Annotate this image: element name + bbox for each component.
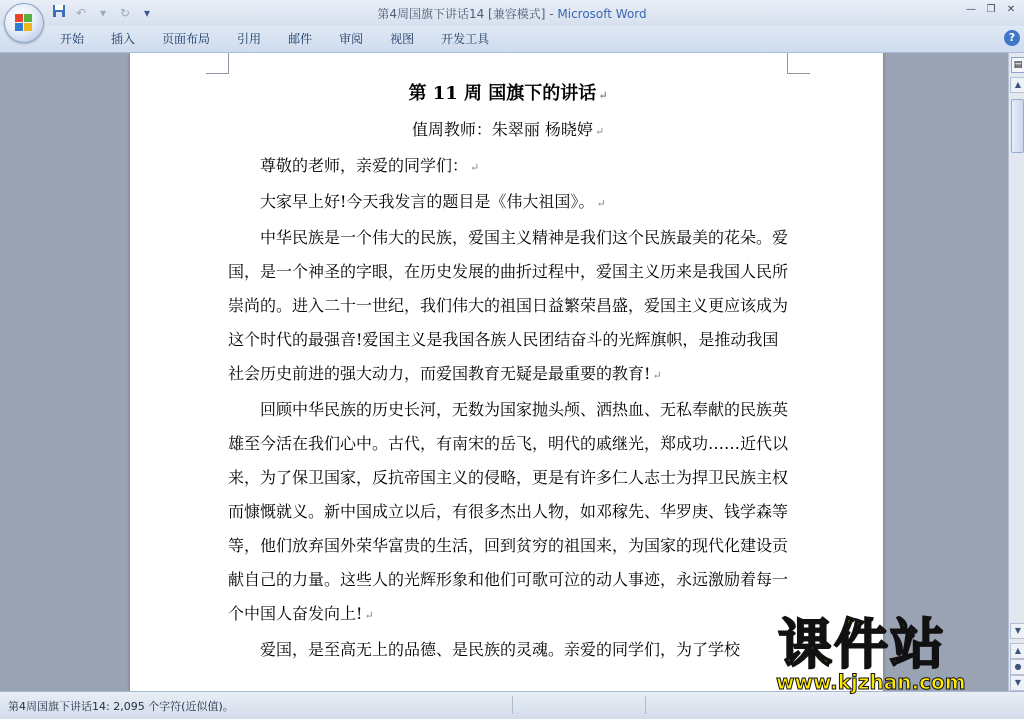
doc-title: 第 11 周 国旗下的讲话 ↵: [408, 83, 608, 104]
window-controls: [962, 2, 1020, 18]
next-page-icon[interactable]: ▼: [1010, 675, 1024, 691]
vertical-scrollbar[interactable]: [1008, 53, 1024, 691]
doc-paragraph-2: 回顾中华民族的历史长河，无数为国家抛头颅、洒热血、无私奉献的民族英雄至今活在我们心中。古代，有南宋的岳飞，明代的戚继光，郑成功……近代以来，为了保卫国家，反抗帝国主义的侵略，更是有许多仁人志士为捍卫民族主权而慷慨就义。新中国成立以后，有很多杰出人物，如邓稼先、华罗庚、钱学森等等，他们放弃国外荣华富贵的生活，回到贫穷的祖国来，为国家的现代化建设贡献自己的力量。这些人的光辉形象和他们可歌可泣的动人事迹，永远激励着每一个中国人奋发向上! ↵: [228, 400, 789, 623]
watermark-logo: [768, 614, 1024, 696]
tab-review[interactable]: 审阅: [339, 32, 364, 46]
doc-paragraph-1: 中华民族是一个伟大的民族，爱国主义精神是我们这个民族最美的花朵。爱国，是一个神圣的字眼，在历史发展的曲折过程中，爱国主义历来是我国人民所崇尚的。进入二十一世纪，我们伟大的祖国日益繁荣昌盛，爱国主义更应该成为这个时代的最强音!爱国主义是我国各族人民团结奋斗的光辉旗帜，是推动我国社会历史前进的强大动力，而爱国教育无疑是最重要的教育! ↵: [228, 228, 789, 383]
title-bar: [0, 0, 1024, 27]
help-icon[interactable]: ?: [1004, 30, 1020, 46]
office-button[interactable]: [4, 3, 44, 43]
status-separator: [512, 696, 513, 714]
scroll-up-icon[interactable]: ▲: [1010, 77, 1024, 93]
paragraph-mark: ↵: [652, 369, 662, 382]
tab-references[interactable]: 引用: [237, 32, 262, 46]
document-content[interactable]: [228, 77, 788, 667]
tab-list: [50, 30, 506, 48]
restore-icon[interactable]: ❐: [986, 4, 996, 15]
browse-object-icon[interactable]: ●: [1010, 659, 1024, 675]
doc-intro: 大家早上好!今天我发言的题目是《伟大祖国》。 ↵: [260, 192, 606, 211]
minimize-icon[interactable]: —: [966, 4, 976, 15]
watermark-url: www.kjzhan.com: [776, 670, 966, 694]
redo-icon[interactable]: ↻: [119, 6, 131, 20]
paragraph-mark: ↵: [470, 161, 480, 174]
close-icon[interactable]: ✕: [1006, 4, 1016, 15]
app-name: Microsoft Word: [557, 7, 647, 21]
paragraph-mark: ↵: [364, 609, 374, 622]
customize-qat-icon[interactable]: ▾: [143, 6, 151, 20]
tab-developer[interactable]: 开发工具: [441, 32, 490, 46]
scroll-thumb[interactable]: [1011, 99, 1024, 153]
tab-view[interactable]: 视图: [390, 32, 415, 46]
paragraph-mark: ↵: [594, 125, 605, 138]
document-area[interactable]: [0, 53, 1008, 691]
office-logo-icon: [15, 14, 33, 32]
view-ruler-icon[interactable]: ▤: [1011, 57, 1024, 73]
tab-page-layout[interactable]: 页面布局: [162, 32, 211, 46]
scroll-down-icon[interactable]: ▼: [1010, 623, 1024, 639]
doc-subtitle: 值周教师：朱翠丽 杨晓婷 ↵: [411, 120, 605, 139]
doc-salutation: 尊敬的老师，亲爱的同学们： ↵: [260, 156, 480, 175]
tab-insert[interactable]: 插入: [111, 32, 136, 46]
crop-mark-top-left: [206, 53, 229, 74]
ribbon-tabs: [0, 26, 1024, 53]
status-separator: [645, 696, 646, 714]
undo-icon[interactable]: ↶: [75, 6, 87, 20]
document-title: 第4周国旗下讲话14 [兼容模式] -: [377, 7, 558, 21]
document-page[interactable]: [130, 53, 883, 691]
paragraph-mark: ↵: [598, 89, 608, 102]
status-word-count[interactable]: 第4周国旗下讲话14: 2,095 个字符(近似值)。: [8, 700, 234, 713]
dropdown-chevron-icon[interactable]: ▾: [99, 6, 107, 20]
crop-mark-top-right: [787, 53, 810, 74]
previous-page-icon[interactable]: ▲: [1010, 643, 1024, 659]
watermark-brand: 课件站: [778, 613, 946, 676]
paragraph-mark: ↵: [596, 197, 606, 210]
tab-home[interactable]: 开始: [60, 32, 85, 46]
tab-mailings[interactable]: 邮件: [288, 32, 313, 46]
doc-paragraph-3: 爱国，是至高无上的品德、是民族的灵魂。亲爱的同学们，为了学校: [260, 640, 741, 659]
window-title: [0, 5, 1024, 22]
